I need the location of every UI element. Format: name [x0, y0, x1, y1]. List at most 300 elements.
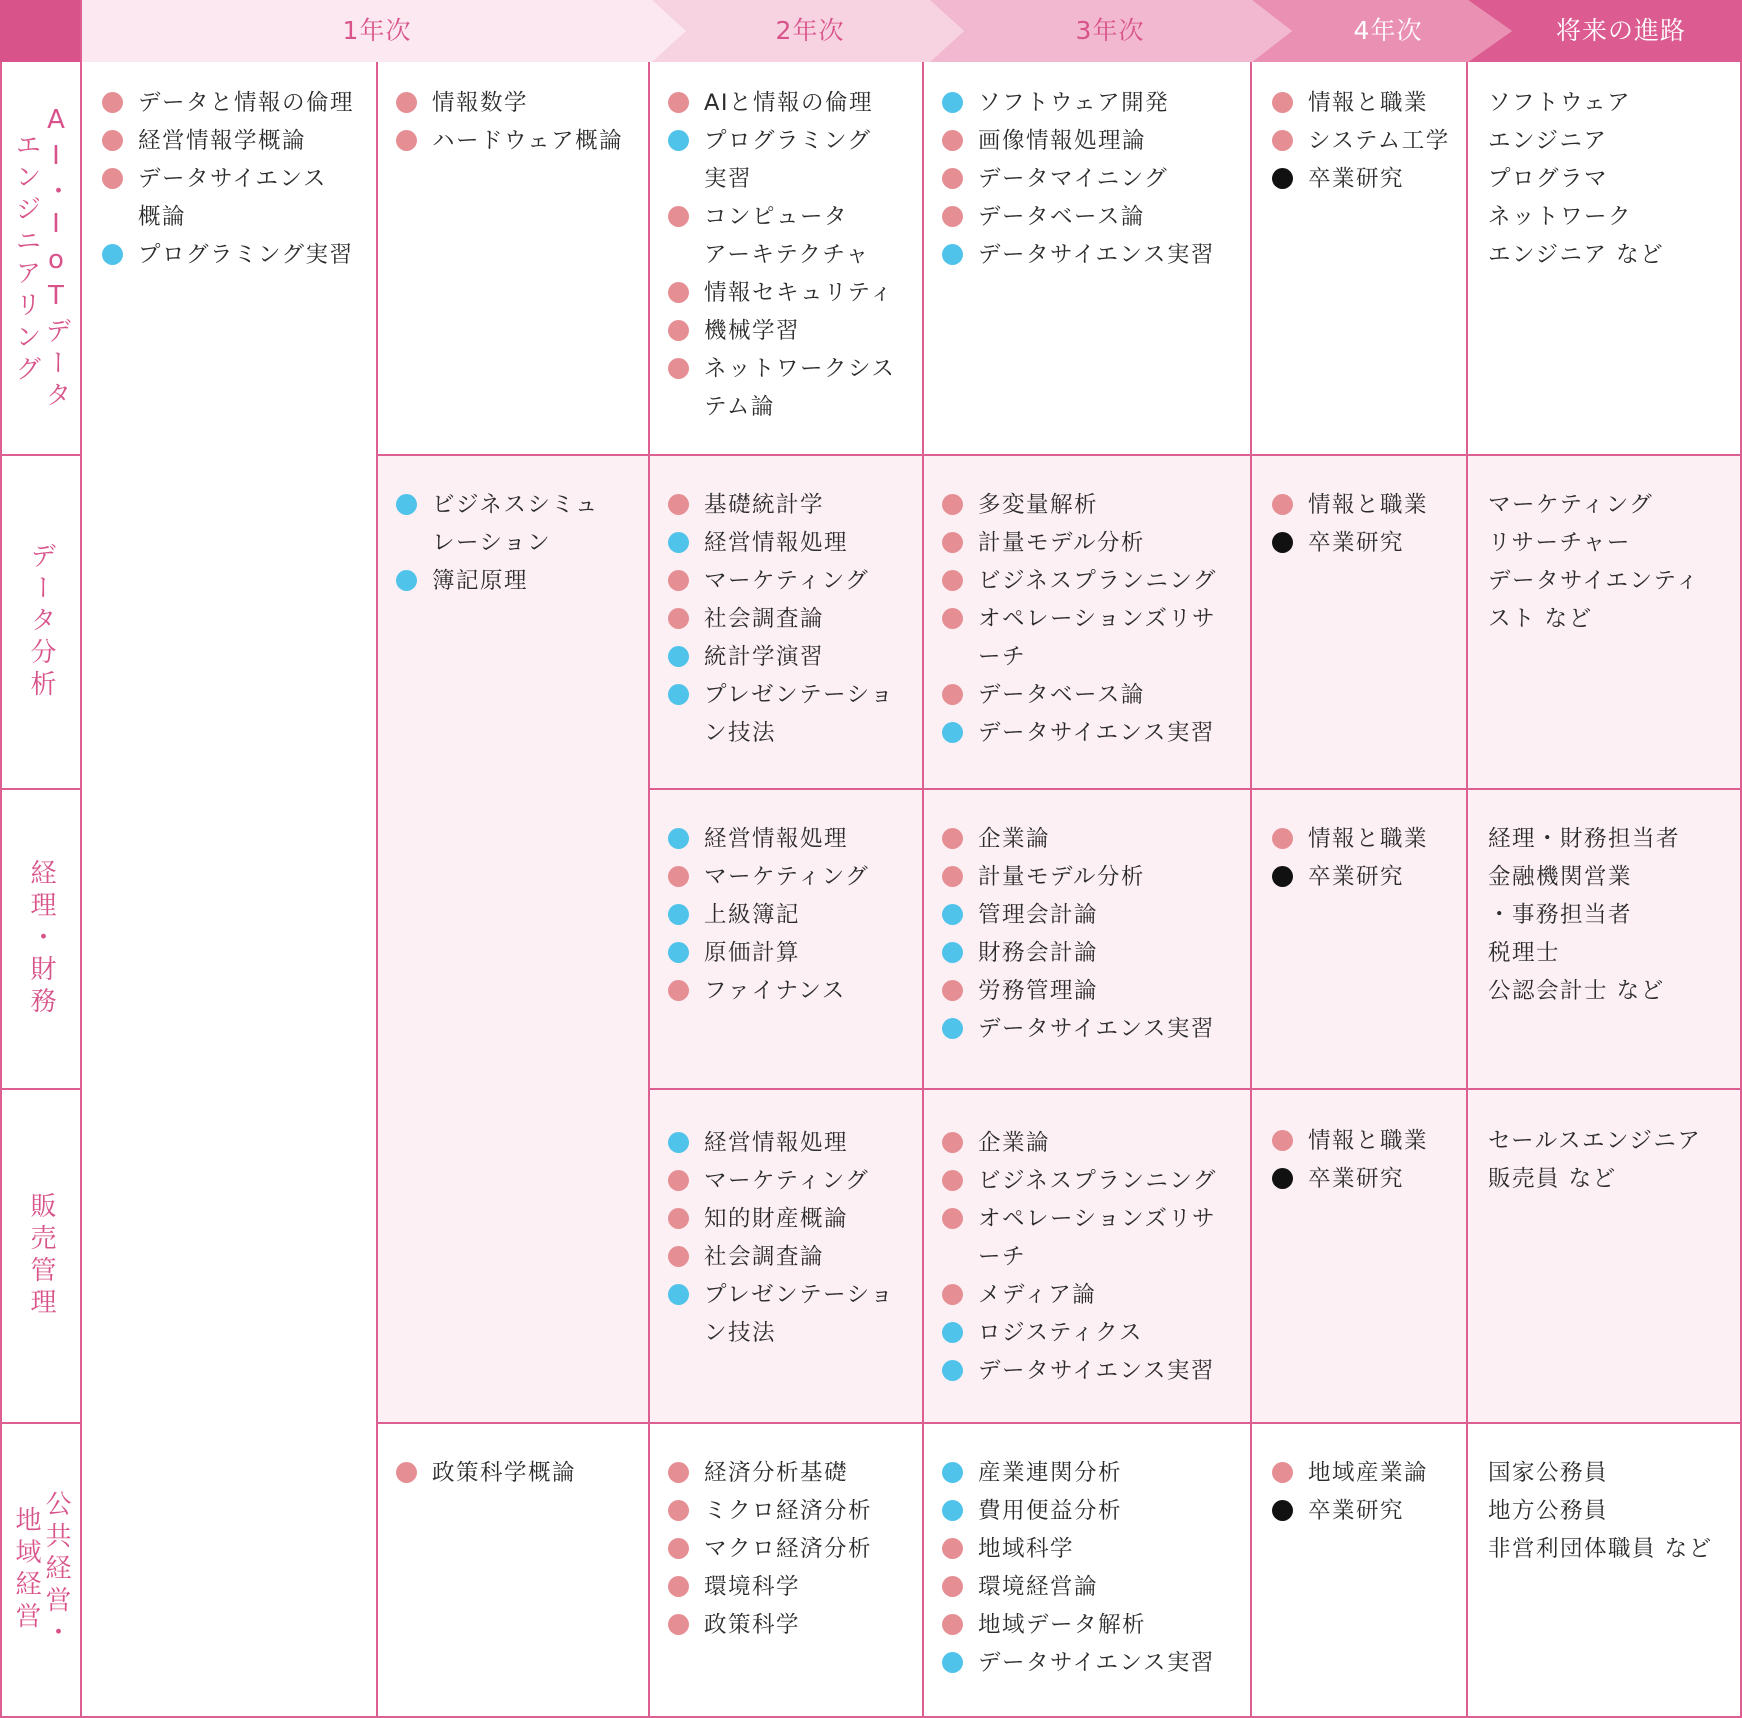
course-list-y1b-biz — [396, 486, 599, 600]
course-item — [942, 1568, 1215, 1606]
course-item — [1272, 1160, 1428, 1198]
course-name: ビジネスプランニング — [978, 568, 1217, 594]
course-name: データサイエンス実習 — [978, 242, 1215, 268]
blue-dot-icon — [942, 92, 963, 113]
course-name: 経営情報処理 — [704, 1130, 849, 1156]
black-dot-icon — [1272, 1500, 1293, 1521]
red-dot-icon — [102, 92, 123, 113]
red-dot-icon — [668, 1208, 689, 1229]
course-list-y4-ai — [1272, 84, 1450, 198]
red-dot-icon — [942, 206, 963, 227]
course-name: ネットワークシス — [704, 356, 896, 382]
course-name: 企業論 — [978, 826, 1051, 852]
course-item — [942, 600, 1217, 638]
course-name: テム論 — [704, 394, 775, 420]
course-name: 政策科学概論 — [432, 1460, 577, 1486]
header-corner — [0, 0, 82, 62]
red-dot-icon — [668, 1500, 689, 1521]
career-line: ・事務担当者 — [1488, 902, 1633, 928]
course-item — [1272, 160, 1450, 198]
course-list-y4-data — [1272, 486, 1428, 562]
course-name: 環境科学 — [704, 1574, 801, 1600]
row-label-public — [2, 1424, 80, 1716]
red-dot-icon — [668, 1170, 689, 1191]
red-dot-icon — [1272, 1130, 1293, 1151]
course-list-y3-acct — [942, 820, 1215, 1048]
career-line: プログラマ — [1488, 166, 1609, 192]
blue-dot-icon — [396, 570, 417, 591]
course-name: ン技法 — [704, 720, 777, 746]
course-item — [1272, 1492, 1428, 1530]
course-item — [668, 524, 894, 562]
red-dot-icon — [942, 866, 963, 887]
course-name: ハードウェア概論 — [432, 128, 624, 154]
red-dot-icon — [668, 1576, 689, 1597]
course-item — [668, 236, 895, 274]
course-list-y3-sales — [942, 1124, 1217, 1390]
career-line: セールスエンジニア — [1488, 1128, 1702, 1154]
course-name: 費用便益分析 — [978, 1498, 1123, 1524]
course-item — [1272, 524, 1428, 562]
course-item — [396, 524, 599, 562]
course-item — [668, 1530, 872, 1568]
course-item — [668, 1162, 894, 1200]
grid-line — [648, 788, 1742, 790]
blue-dot-icon — [668, 904, 689, 925]
black-dot-icon — [1272, 532, 1293, 553]
course-name: ファイナンス — [704, 978, 846, 1004]
red-dot-icon — [668, 206, 689, 227]
red-dot-icon — [102, 168, 123, 189]
course-name: レーション — [432, 530, 552, 556]
red-dot-icon — [1272, 130, 1293, 151]
row-label-text: AI・IoTデータ — [41, 105, 71, 413]
course-name: 卒業研究 — [1308, 530, 1405, 556]
course-item — [668, 122, 895, 160]
course-list-y1-common — [102, 84, 354, 274]
blue-dot-icon — [942, 904, 963, 925]
course-name: データサイエンス — [138, 166, 327, 192]
course-name: ロジスティクス — [978, 1320, 1143, 1346]
course-item — [942, 84, 1215, 122]
red-dot-icon — [942, 980, 963, 1001]
career-line: リサーチャー — [1488, 530, 1631, 556]
course-name: ーチ — [978, 1244, 1027, 1270]
course-item — [942, 1276, 1217, 1314]
course-item — [942, 1010, 1215, 1048]
course-name: ン技法 — [704, 1320, 777, 1346]
course-name: データサイエンス実習 — [978, 1016, 1215, 1042]
course-name: AIと情報の倫理 — [704, 90, 874, 116]
course-item — [1272, 820, 1428, 858]
red-dot-icon — [668, 494, 689, 515]
course-name: データサイエンス実習 — [978, 1358, 1215, 1384]
course-name: 経営情報処理 — [704, 826, 849, 852]
career-line: マーケティング — [1488, 492, 1654, 518]
course-list-y1b-ai — [396, 84, 623, 160]
row-label-text: 経理・財務 — [26, 859, 56, 1019]
career-list-ai — [1488, 84, 1664, 274]
career-line: 非営利団体職員 など — [1488, 1536, 1713, 1562]
course-item — [942, 1162, 1217, 1200]
career-line: ネットワーク — [1488, 204, 1633, 230]
course-name: 労務管理論 — [978, 978, 1099, 1004]
course-name: 概論 — [138, 204, 187, 230]
course-name: メディア論 — [978, 1282, 1097, 1308]
red-dot-icon — [942, 1284, 963, 1305]
red-dot-icon — [668, 282, 689, 303]
course-item — [396, 1454, 576, 1492]
course-item — [1272, 122, 1450, 160]
red-dot-icon — [396, 1462, 417, 1483]
career-line: 公認会計士 など — [1488, 978, 1665, 1004]
red-dot-icon — [1272, 92, 1293, 113]
row-label-acct — [2, 790, 80, 1088]
course-item — [942, 198, 1215, 236]
course-item — [1272, 1122, 1428, 1160]
course-name: オペレーションズリサ — [978, 1206, 1216, 1232]
red-dot-icon — [396, 92, 417, 113]
course-item — [668, 84, 895, 122]
course-item — [942, 486, 1217, 524]
row-label-data — [2, 456, 80, 788]
red-dot-icon — [668, 570, 689, 591]
course-item — [942, 562, 1217, 600]
blue-dot-icon — [668, 646, 689, 667]
course-item — [102, 236, 354, 274]
course-name: 地域データ解析 — [978, 1612, 1147, 1638]
course-name: マクロ経済分析 — [704, 1536, 873, 1562]
course-name: 地域科学 — [978, 1536, 1075, 1562]
course-item — [942, 122, 1215, 160]
course-item — [942, 820, 1215, 858]
course-name: 社会調査論 — [704, 606, 825, 632]
course-item — [102, 198, 354, 236]
course-item — [668, 312, 895, 350]
course-name: プログラミング — [704, 128, 872, 154]
career-line: 地方公務員 — [1488, 1498, 1609, 1524]
course-item — [942, 1238, 1217, 1276]
course-item — [1272, 486, 1428, 524]
course-item — [942, 714, 1217, 752]
course-item — [942, 1530, 1215, 1568]
header-year4: 4年次 — [1353, 16, 1423, 45]
blue-dot-icon — [668, 1132, 689, 1153]
course-list-y2-acct — [668, 820, 869, 1010]
course-item — [942, 858, 1215, 896]
course-name: ビジネスシミュ — [432, 492, 599, 518]
course-name: 経営情報処理 — [704, 530, 849, 556]
blue-dot-icon — [668, 1284, 689, 1305]
course-item — [942, 638, 1217, 676]
course-name: 画像情報処理論 — [978, 128, 1147, 154]
course-name: 産業連関分析 — [978, 1460, 1123, 1486]
grid-line — [80, 0, 82, 1718]
course-list-y4-acct — [1272, 820, 1428, 896]
grid-line — [1250, 62, 1252, 1718]
course-list-y4-public — [1272, 1454, 1428, 1530]
course-item — [942, 524, 1217, 562]
red-dot-icon — [942, 570, 963, 591]
career-list-sales — [1488, 1122, 1701, 1198]
course-item — [102, 84, 354, 122]
course-item — [668, 934, 869, 972]
course-item — [668, 714, 894, 752]
red-dot-icon — [668, 608, 689, 629]
blue-dot-icon — [942, 1322, 963, 1343]
row-label-text: データ分析 — [26, 542, 56, 702]
course-name: 社会調査論 — [704, 1244, 825, 1270]
row-label-text: 公共経営・ — [41, 1490, 71, 1650]
course-name: プログラミング実習 — [138, 242, 354, 268]
course-name: 実習 — [704, 166, 753, 192]
course-name: 計量モデル分析 — [978, 864, 1145, 890]
blue-dot-icon — [668, 684, 689, 705]
course-name: データベース論 — [978, 682, 1145, 708]
course-name: 環境経営論 — [978, 1574, 1099, 1600]
course-item — [1272, 84, 1450, 122]
course-item — [668, 1606, 872, 1644]
red-dot-icon — [668, 1246, 689, 1267]
red-dot-icon — [668, 320, 689, 341]
row-label-text: 地域経営 — [11, 1506, 41, 1634]
course-name: 卒業研究 — [1308, 166, 1405, 192]
red-dot-icon — [942, 1576, 963, 1597]
course-name: 情報数学 — [432, 90, 529, 116]
row-label-text: エンジニアリング — [11, 131, 41, 387]
blue-dot-icon — [668, 942, 689, 963]
course-name: 政策科学 — [704, 1612, 801, 1638]
course-name: 情報と職業 — [1308, 90, 1429, 116]
blue-dot-icon — [942, 1500, 963, 1521]
grid-line — [376, 454, 1742, 456]
course-name: 財務会計論 — [978, 940, 1099, 966]
career-line: エンジニア — [1488, 128, 1608, 154]
course-name: 卒業研究 — [1308, 1166, 1405, 1192]
course-name: コンピュータ — [704, 204, 849, 230]
course-name: 経済分析基礎 — [704, 1460, 849, 1486]
grid-line — [376, 62, 378, 1718]
red-dot-icon — [668, 866, 689, 887]
red-dot-icon — [942, 828, 963, 849]
course-name: マーケティング — [704, 864, 870, 890]
course-name: データベース論 — [978, 204, 1145, 230]
course-item — [942, 1644, 1215, 1682]
course-list-y2-sales — [668, 1124, 894, 1352]
course-item — [668, 1200, 894, 1238]
header-year2: 2年次 — [775, 16, 845, 45]
course-name: データと情報の倫理 — [138, 90, 355, 116]
blue-dot-icon — [668, 130, 689, 151]
course-name: システム工学 — [1308, 128, 1450, 154]
course-list-y3-data — [942, 486, 1217, 752]
course-name: オペレーションズリサ — [978, 606, 1216, 632]
course-name: 情報と職業 — [1308, 826, 1429, 852]
course-list-y3-ai — [942, 84, 1215, 274]
grid-line — [648, 62, 650, 1718]
course-item — [668, 274, 895, 312]
red-dot-icon — [942, 1208, 963, 1229]
red-dot-icon — [668, 1538, 689, 1559]
course-item — [942, 972, 1215, 1010]
course-item — [668, 388, 895, 426]
header-year3: 3年次 — [1075, 16, 1145, 45]
course-name: アーキテクチャ — [704, 242, 870, 268]
course-item — [942, 896, 1215, 934]
career-list-public — [1488, 1454, 1713, 1568]
course-item — [942, 160, 1215, 198]
red-dot-icon — [942, 1538, 963, 1559]
course-name: 情報と職業 — [1308, 1128, 1429, 1154]
red-dot-icon — [942, 608, 963, 629]
course-item — [942, 1606, 1215, 1644]
red-dot-icon — [942, 1170, 963, 1191]
course-name: 知的財産概論 — [704, 1206, 849, 1232]
course-item — [668, 1124, 894, 1162]
grid-line — [1466, 62, 1468, 1718]
course-item — [668, 1276, 894, 1314]
course-name: 上級簿記 — [704, 902, 801, 928]
course-list-y1b-public — [396, 1454, 576, 1492]
career-list-acct — [1488, 820, 1680, 1010]
course-item — [942, 934, 1215, 972]
grid-line — [376, 1422, 1742, 1424]
career-line: エンジニア など — [1488, 242, 1665, 268]
blue-dot-icon — [668, 828, 689, 849]
career-line: 税理士 — [1488, 940, 1561, 966]
course-name: 原価計算 — [704, 940, 801, 966]
course-name: データサイエンス実習 — [978, 720, 1215, 746]
course-name: 情報と職業 — [1308, 492, 1429, 518]
course-name: ビジネスプランニング — [978, 1168, 1217, 1194]
course-item — [668, 486, 894, 524]
blue-dot-icon — [942, 1018, 963, 1039]
course-item — [396, 562, 599, 600]
course-item — [942, 1454, 1215, 1492]
career-line: 販売員 など — [1488, 1166, 1617, 1192]
red-dot-icon — [668, 92, 689, 113]
course-list-y2-data — [668, 486, 894, 752]
course-item — [942, 676, 1217, 714]
course-item — [942, 236, 1215, 274]
course-item — [668, 676, 894, 714]
blue-dot-icon — [942, 942, 963, 963]
course-name: 卒業研究 — [1308, 864, 1405, 890]
career-list-data — [1488, 486, 1700, 638]
course-item — [1272, 1454, 1428, 1492]
red-dot-icon — [942, 494, 963, 515]
blue-dot-icon — [668, 532, 689, 553]
course-item — [396, 84, 623, 122]
course-item — [942, 1352, 1217, 1390]
blue-dot-icon — [942, 244, 963, 265]
course-name: 情報セキュリティ — [704, 280, 894, 306]
course-list-y2-ai — [668, 84, 895, 426]
black-dot-icon — [1272, 1168, 1293, 1189]
career-line: 経理・財務担当者 — [1488, 826, 1681, 852]
career-line: 金融機関営業 — [1488, 864, 1633, 890]
blue-dot-icon — [942, 722, 963, 743]
red-dot-icon — [1272, 828, 1293, 849]
course-item — [668, 160, 895, 198]
course-name: ミクロ経済分析 — [704, 1498, 873, 1524]
course-item — [942, 1124, 1217, 1162]
grid-line — [648, 1088, 1742, 1090]
header-career: 将来の進路 — [1555, 16, 1686, 45]
course-name: 簿記原理 — [432, 568, 529, 594]
black-dot-icon — [1272, 866, 1293, 887]
course-name: プレゼンテーショ — [704, 682, 895, 708]
course-name: 企業論 — [978, 1130, 1051, 1156]
row-label-ai — [2, 64, 80, 454]
course-name: マーケティング — [704, 568, 870, 594]
course-item — [668, 1238, 894, 1276]
course-name: データサイエンス実習 — [978, 1650, 1215, 1676]
course-item — [668, 638, 894, 676]
course-item — [1272, 858, 1428, 896]
course-item — [668, 350, 895, 388]
course-item — [668, 1454, 872, 1492]
course-item — [668, 562, 894, 600]
course-name: 卒業研究 — [1308, 1498, 1405, 1524]
course-item — [942, 1492, 1215, 1530]
course-name: ソフトウェア開発 — [978, 90, 1170, 116]
course-item — [668, 1568, 872, 1606]
course-name: 計量モデル分析 — [978, 530, 1145, 556]
course-item — [942, 1314, 1217, 1352]
grid-line — [922, 62, 924, 1718]
course-item — [668, 1314, 894, 1352]
red-dot-icon — [668, 1614, 689, 1635]
course-name: 基礎統計学 — [704, 492, 825, 518]
red-dot-icon — [102, 130, 123, 151]
career-line: ソフトウェア — [1488, 90, 1632, 116]
header-year1: 1年次 — [342, 16, 412, 45]
career-line: スト など — [1488, 606, 1593, 632]
red-dot-icon — [1272, 494, 1293, 515]
career-line: 国家公務員 — [1488, 1460, 1609, 1486]
course-item — [396, 486, 599, 524]
course-name: 機械学習 — [704, 318, 801, 344]
cell-y1-common — [82, 62, 378, 1718]
black-dot-icon — [1272, 168, 1293, 189]
course-name: 経営情報学概論 — [138, 128, 307, 154]
red-dot-icon — [942, 684, 963, 705]
course-name: 地域産業論 — [1308, 1460, 1429, 1486]
course-item — [668, 858, 869, 896]
course-name: ーチ — [978, 644, 1027, 670]
red-dot-icon — [668, 1462, 689, 1483]
course-name: 多変量解析 — [978, 492, 1099, 518]
course-item — [102, 122, 354, 160]
row-label-sales — [2, 1090, 80, 1422]
course-name: 管理会計論 — [978, 902, 1099, 928]
course-list-y2-public — [668, 1454, 872, 1644]
course-name: プレゼンテーショ — [704, 1282, 895, 1308]
red-dot-icon — [1272, 1462, 1293, 1483]
course-item — [668, 972, 869, 1010]
blue-dot-icon — [942, 1360, 963, 1381]
red-dot-icon — [942, 130, 963, 151]
career-line: データサイエンティ — [1488, 568, 1700, 594]
course-name: データマイニング — [978, 166, 1169, 192]
red-dot-icon — [942, 1132, 963, 1153]
red-dot-icon — [942, 532, 963, 553]
blue-dot-icon — [942, 1652, 963, 1673]
blue-dot-icon — [396, 494, 417, 515]
course-item — [668, 896, 869, 934]
blue-dot-icon — [942, 1462, 963, 1483]
